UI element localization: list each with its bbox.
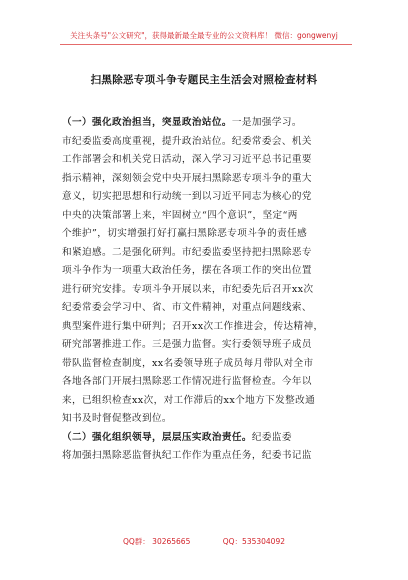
body-text: 各地各部门开展扫黑除恶工作情况进行监督检查。今年以 <box>62 376 312 387</box>
body-line <box>62 133 358 152</box>
body-line <box>62 114 358 133</box>
body-text: 带队监督检查制度，xx名委领导班子成员每月带队对全市 <box>62 357 314 369</box>
body-line <box>62 225 358 244</box>
body-line <box>62 447 358 466</box>
body-line <box>62 392 358 411</box>
document-body <box>62 114 358 466</box>
body-text: 知书及时督促整改到位。 <box>62 413 172 424</box>
body-line <box>62 373 358 392</box>
footer-contact <box>0 536 408 547</box>
body-line <box>62 355 358 374</box>
body-line <box>62 188 358 207</box>
body-line <box>62 318 358 337</box>
body-text: 来，已组织检查xx次，对工作滞后的xx个地方下发整改通 <box>62 394 316 406</box>
header-divider <box>60 44 352 45</box>
body-text: 纪委常委会学习中、省、市文件精神，对重点问题线索、 <box>62 302 312 313</box>
body-line <box>62 262 358 281</box>
body-text: 个维护”，切实增强打好打赢扫黑除恶专项斗争的责任感 <box>62 228 308 239</box>
body-text: 典型案件进行集中研判；召开xx次工作推进会，传达精神， <box>62 320 324 332</box>
body-text: 项斗争作为一项重大政治任务，摆在各项工作的突出位置 <box>62 265 312 276</box>
body-line <box>62 151 358 170</box>
body-line <box>62 281 358 300</box>
body-line <box>62 244 358 263</box>
body-text: 研究部署推进工作。三是强力监督。实行委领导班子成员 <box>62 339 312 350</box>
body-text: 中央的决策部署上来，牢固树立“四个意识”，坚定“两 <box>62 209 298 221</box>
body-line <box>62 299 358 318</box>
header-banner: 关注头条号"公文研究"，获得最新最全最专业的公文资料库！ 微信：gongwenyj <box>70 31 338 40</box>
body-line <box>62 207 358 226</box>
footer-qq: QQ：535304092 <box>222 537 286 546</box>
body-text: 和紧迫感。二是强化研判。市纪委监委坚持把扫黑除恶专 <box>62 246 312 258</box>
section-heading: （二）强化组织领导，层层压实政治责任。 <box>62 431 252 443</box>
body-line <box>62 336 358 355</box>
body-text: 一是加强学习。 <box>231 117 302 128</box>
body-line <box>62 429 358 448</box>
body-text: 纪委监委 <box>251 431 292 443</box>
body-text: 指示精神，深刻领会党中央开展扫黑除恶专项斗争的重大 <box>62 172 312 184</box>
body-text: 工作部署会和机关党日活动，深入学习习近平总书记重要 <box>62 154 312 165</box>
footer-qq-group: QQ群： 30265665 <box>122 537 191 546</box>
body-text: 意义，切实把思想和行动统一到以习近平同志为核心的党 <box>62 191 312 202</box>
section-heading: （一）强化政治担当，突显政治站位。 <box>62 117 232 128</box>
body-text: 进行研究安排。专项斗争开展以来，市纪委先后召开xx次 <box>62 283 314 295</box>
body-text: 市纪委监委高度重视，提升政治站位。纪委常委会、机关 <box>62 135 312 147</box>
body-text: 将加强扫黑除恶监督执纪工作作为重点任务，纪委书记监 <box>62 450 312 461</box>
document-title: 扫黑除恶专项斗争专题民主生活会对照检查材料 <box>90 74 318 86</box>
body-line <box>62 170 358 189</box>
body-line <box>62 410 358 429</box>
